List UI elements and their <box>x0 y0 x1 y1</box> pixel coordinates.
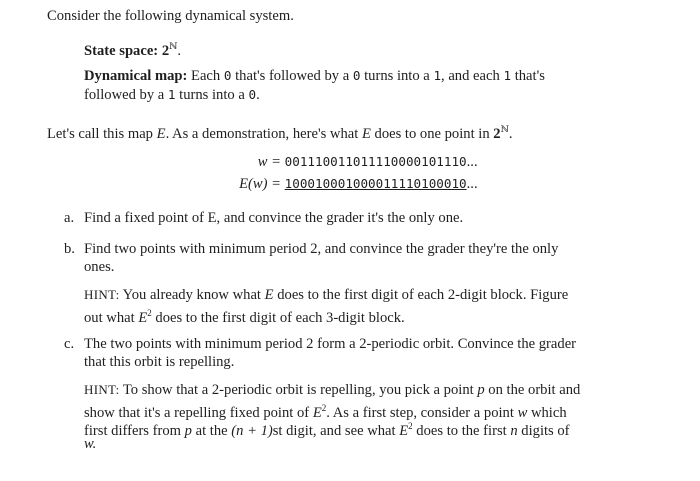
part-b-hint-line-2: out what $E^2$ does to the first digit of each 3-digit block. <box>84 308 405 326</box>
part-b-hint-line-1: HINT: You already know what E does to the first digit of each 2-digit block. Figure <box>84 287 569 303</box>
dynamical-map-label: Dynamical map: <box>84 68 188 84</box>
part-b-hint-label: HINT: <box>84 287 120 302</box>
intro-line: Consider the following dynamical system. <box>47 8 294 24</box>
part-b-label: b. <box>64 241 75 257</box>
dynamical-map-line-1: Dynamical map: Each 0 that's followed by a 0 turns into a 1, and each 1 that's <box>84 68 545 84</box>
state-space-label: State space: <box>84 43 159 59</box>
part-c-hint-line-2: show that it's a repelling fixed point of $E^2$. As a first step, consider a point w which <box>84 403 567 421</box>
part-c-hint-line-3: first differs from p at the (n + 1)st digit, and see what $E^2$ does to the first n digits of <box>84 421 570 439</box>
Ew-value: 100010001000011110100010 <box>284 176 467 191</box>
part-c-label: c. <box>64 336 75 352</box>
w-lhs: w = <box>257 154 281 170</box>
w-line: w = 001110011011110000101110... <box>239 153 478 171</box>
part-c-line-1: The two points with minimum period 2 form a 2-periodic orbit. Convince the grader <box>84 336 577 352</box>
Ew-line: E(w) = 100010001000011110100010... <box>214 175 478 193</box>
Ew-lhs: E(w) = <box>239 176 281 192</box>
demo-line: Let's call this map E. As a demonstration, here's what E does to one point in $2^ℕ$. <box>47 124 513 142</box>
state-space-base: 2 <box>161 43 170 59</box>
part-c-hint-line-4: w. <box>84 436 97 452</box>
part-b-line-2: ones. <box>84 259 115 275</box>
part-c-line-2: that this orbit is repelling. <box>84 354 235 370</box>
state-space-exp: ℕ <box>169 41 178 51</box>
state-space-line: State space: $2^ℕ$. <box>84 41 182 59</box>
part-a-text: Find a fixed point of E, and convince the grader it's the only one. <box>84 210 464 226</box>
part-c-hint-label: HINT: <box>84 382 120 397</box>
w-value: 001110011011110000101110 <box>284 154 467 169</box>
part-c-hint-line-1: HINT: To show that a 2-periodic orbit is repelling, you pick a point p on the orbit and <box>84 382 581 398</box>
part-a-label: a. <box>64 210 75 226</box>
part-b-line-1: Find two points with minimum period 2, and convince the grader they're the only <box>84 241 559 257</box>
dynamical-map-line-2: followed by a 1 turns into a 0. <box>84 87 260 103</box>
